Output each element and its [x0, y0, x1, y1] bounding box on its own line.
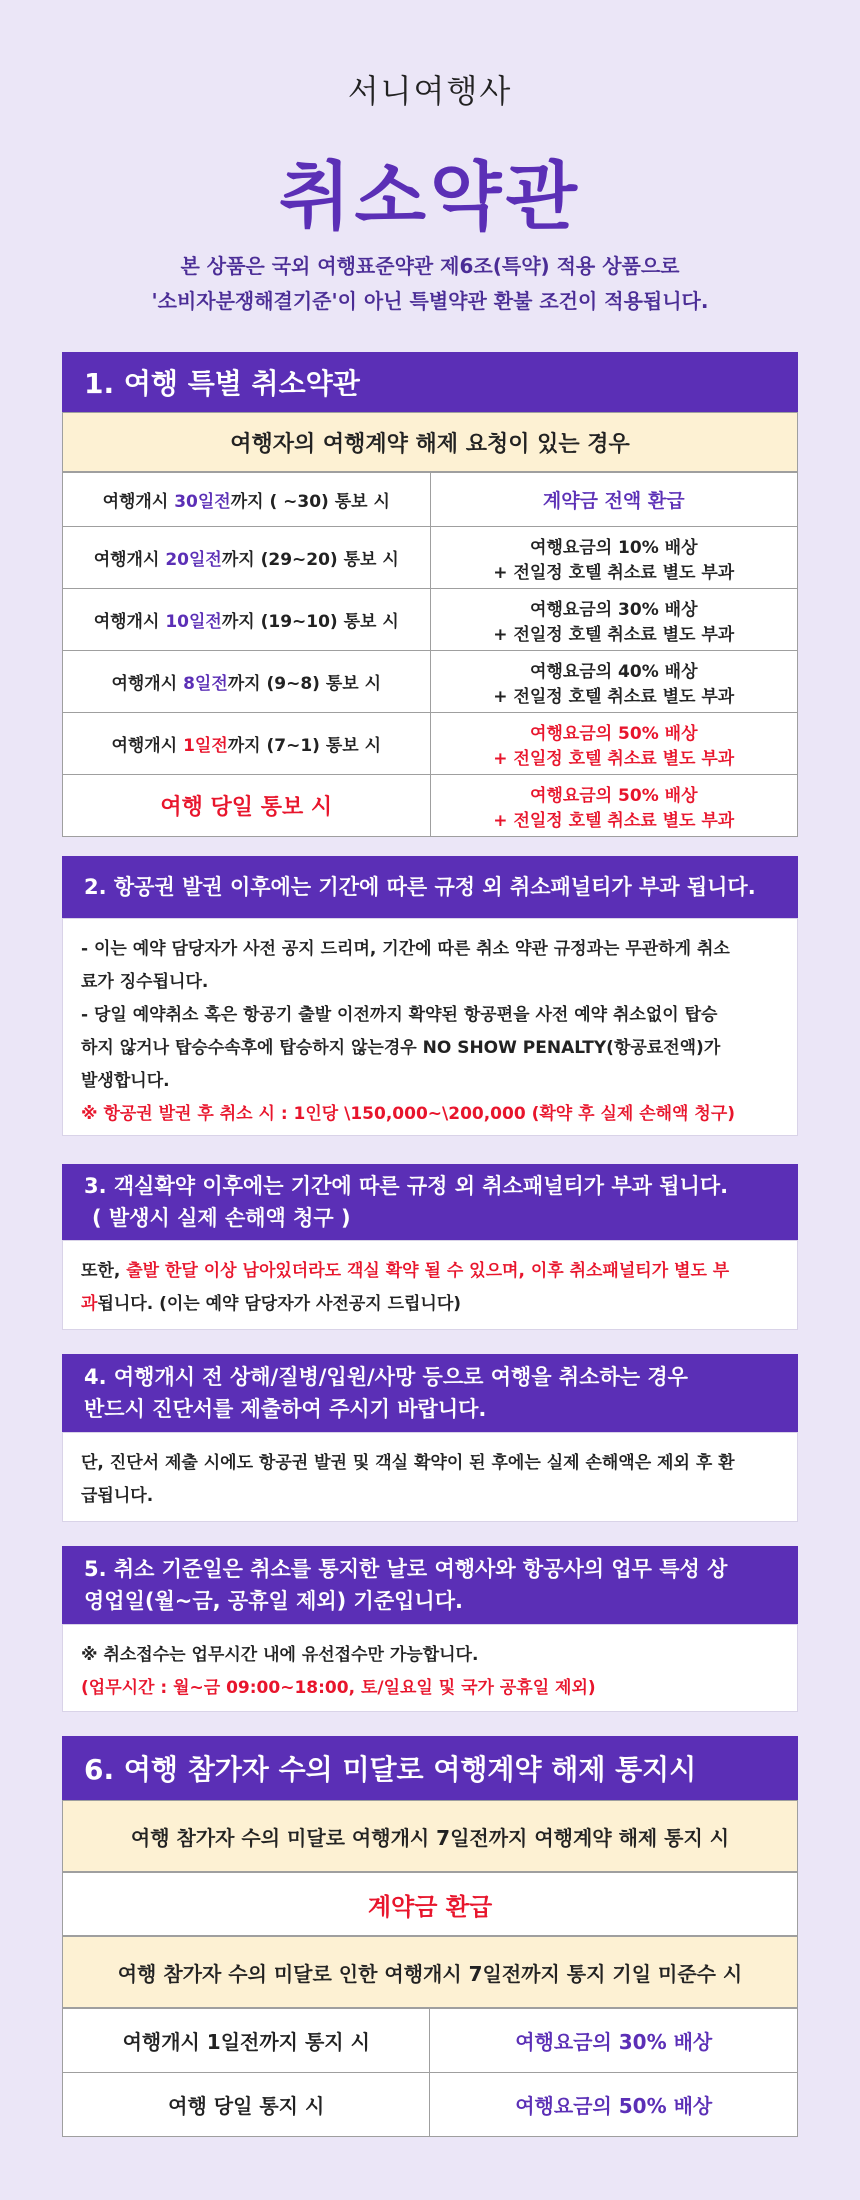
- period-cell: [63, 589, 431, 651]
- table-row: [63, 713, 798, 775]
- period-text: 까지 (29~20) 통보 시: [221, 550, 399, 570]
- section5-heading-line2: 영업일(월~금, 공휴일 제외) 기준입니다.: [84, 1589, 463, 1613]
- table-row: [63, 2009, 798, 2073]
- section1-table: [62, 472, 798, 837]
- section4-heading-line1: 4. 여행개시 전 상해/질병/입원/사망 등으로 여행을 취소하는 경우: [84, 1365, 688, 1389]
- penalty-cell: [430, 713, 797, 775]
- period-cell: [63, 713, 431, 775]
- section3-text: 또한,: [81, 1261, 127, 1281]
- penalty-amount: 여행요금의 50% 배상: [530, 723, 698, 744]
- penalty-cell: [430, 775, 797, 837]
- period-cell: [63, 473, 431, 527]
- penalty-extra: + 전일정 호텔 취소료 별도 부과: [493, 810, 735, 831]
- notice-period-cell: 여행개시 1일전까지 통지 시: [63, 2009, 430, 2073]
- period-cell: [63, 775, 431, 837]
- section3-highlight: 출발 한달 이상 남아있더라도 객실 확약 될 수 있으며, 이후 취소패널티가 별도 부: [126, 1261, 730, 1281]
- period-highlight: 10일전: [165, 612, 222, 632]
- period-highlight: 30일전: [174, 492, 231, 512]
- table-row: [63, 775, 798, 837]
- penalty-amount: 여행요금의 30% 배상: [530, 599, 698, 620]
- penalty-extra: + 전일정 호텔 취소료 별도 부과: [493, 748, 735, 769]
- section2-line: 하지 않거나 탑승수속후에 탑승하지 않는경우 NO SHOW PENALTY(항공료전액)가: [81, 1038, 721, 1058]
- page-title: 취소약관: [279, 154, 581, 240]
- section2-heading: 2. 항공권 발권 이후에는 기간에 따른 규정 외 취소패널티가 부과 됩니다.: [62, 856, 798, 918]
- section4-heading: [62, 1354, 798, 1432]
- penalty-amount: 여행요금의 40% 배상: [530, 661, 698, 682]
- penalty-amount: 여행요금의 10% 배상: [530, 537, 698, 558]
- section1-heading: 1. 여행 특별 취소약관: [62, 352, 798, 412]
- section3-body: [62, 1240, 798, 1330]
- period-text: 여행개시: [93, 550, 166, 570]
- penalty-extra: + 전일정 호텔 취소료 별도 부과: [493, 624, 735, 645]
- section3-heading-line2: ( 발생시 실제 손해액 청구 ): [92, 1206, 351, 1230]
- period-cell: [63, 527, 431, 589]
- penalty-cell: [430, 527, 797, 589]
- section2-line: - 이는 예약 담당자가 사전 공지 드리며, 기간에 따른 취소 약관 규정과는 무관하게 취소: [81, 939, 730, 959]
- section3-highlight: 과: [81, 1294, 98, 1314]
- period-highlight: 8일전: [183, 674, 228, 694]
- section4-body: [62, 1432, 798, 1522]
- period-text: 까지 (19~10) 통보 시: [221, 612, 399, 632]
- section2-body: [62, 918, 798, 1136]
- period-text: 여행개시: [111, 736, 184, 756]
- section6-sub2: 여행 참가자 수의 미달로 인한 여행개시 7일전까지 통지 기일 미준수 시: [62, 1936, 798, 2008]
- section6-table: [62, 2008, 798, 2137]
- section2-line: 료가 징수됩니다.: [81, 972, 209, 992]
- penalty-cell: [430, 589, 797, 651]
- section3-text: 됩니다. (이는 예약 담당자가 사전공지 드립니다): [97, 1294, 462, 1314]
- period-text: 여행개시: [102, 492, 175, 512]
- period-highlight: 여행 당일 통보 시: [160, 795, 333, 820]
- penalty-cell: [430, 651, 797, 713]
- period-highlight: 1일전: [183, 736, 228, 756]
- section6-heading: 6. 여행 참가자 수의 미달로 여행계약 해제 통지시: [62, 1736, 798, 1800]
- section5-line: ※ 취소접수는 업무시간 내에 유선접수만 가능합니다.: [81, 1645, 479, 1665]
- penalty-amount: 계약금 전액 환급: [542, 490, 685, 512]
- section6-sub1: 여행 참가자 수의 미달로 여행개시 7일전까지 여행계약 해제 통지 시: [62, 1800, 798, 1872]
- period-text: 여행개시: [93, 612, 166, 632]
- compensation-cell: 여행요금의 50% 배상: [430, 2073, 798, 2137]
- penalty-extra: + 전일정 호텔 취소료 별도 부과: [493, 686, 735, 707]
- section1-subheading: 여행자의 여행계약 해제 요청이 있는 경우: [62, 412, 798, 472]
- table-row: [63, 651, 798, 713]
- period-highlight: 20일전: [165, 550, 222, 570]
- penalty-cell: [430, 473, 797, 527]
- section3-heading-line1: 3. 객실확약 이후에는 기간에 따른 규정 외 취소패널티가 부과 됩니다.: [84, 1174, 729, 1198]
- compensation-cell: 여행요금의 30% 배상: [430, 2009, 798, 2073]
- section5-heading-line1: 5. 취소 기준일은 취소를 통지한 날로 여행사와 항공사의 업무 특성 상: [84, 1557, 728, 1581]
- table-row: [63, 473, 798, 527]
- section4-heading-line2: 반드시 진단서를 제출하여 주시기 바랍니다.: [84, 1397, 487, 1421]
- section5-body: [62, 1624, 798, 1712]
- intro-line-1: 본 상품은 국외 여행표준약관 제6조(특약) 적용 상품으로: [180, 254, 680, 278]
- table-row: [63, 2073, 798, 2137]
- section3-heading: [62, 1164, 798, 1240]
- section2-note: ※ 항공권 발권 후 취소 시 : 1인당 \150,000~\200,000 (확약 후 실제 손해액 청구): [81, 1104, 736, 1124]
- penalty-extra: + 전일정 호텔 취소료 별도 부과: [493, 562, 735, 583]
- section2-line: - 당일 예약취소 혹은 항공기 출발 이전까지 확약된 항공편을 사전 예약 취소없이 탑승: [81, 1005, 718, 1025]
- section5-heading: [62, 1546, 798, 1624]
- section5-hours: (업무시간 : 월~금 09:00~18:00, 토/일요일 및 국가 공휴일 제외): [81, 1678, 596, 1698]
- brand-logo: 서니여행사: [347, 72, 513, 110]
- table-row: [63, 589, 798, 651]
- section6-refund: 계약금 환급: [62, 1872, 798, 1936]
- section4-line: 급됩니다.: [81, 1486, 154, 1506]
- notice-period-cell: 여행 당일 통지 시: [63, 2073, 430, 2137]
- period-text: 까지 (7~1) 통보 시: [227, 736, 382, 756]
- period-text: 까지 (9~8) 통보 시: [227, 674, 382, 694]
- period-text: 까지 ( ~30) 통보 시: [230, 492, 390, 512]
- intro-line-2: '소비자분쟁해결기준'이 아닌 특별약관 환불 조건이 적용됩니다.: [151, 289, 709, 313]
- section4-line: 단, 진단서 제출 시에도 항공권 발권 및 객실 확약이 된 후에는 실제 손해액은 제외 후 환: [81, 1453, 735, 1473]
- section2-line: 발생합니다.: [81, 1071, 170, 1091]
- period-text: 여행개시: [111, 674, 184, 694]
- penalty-amount: 여행요금의 50% 배상: [530, 785, 698, 806]
- period-cell: [63, 651, 431, 713]
- table-row: [63, 527, 798, 589]
